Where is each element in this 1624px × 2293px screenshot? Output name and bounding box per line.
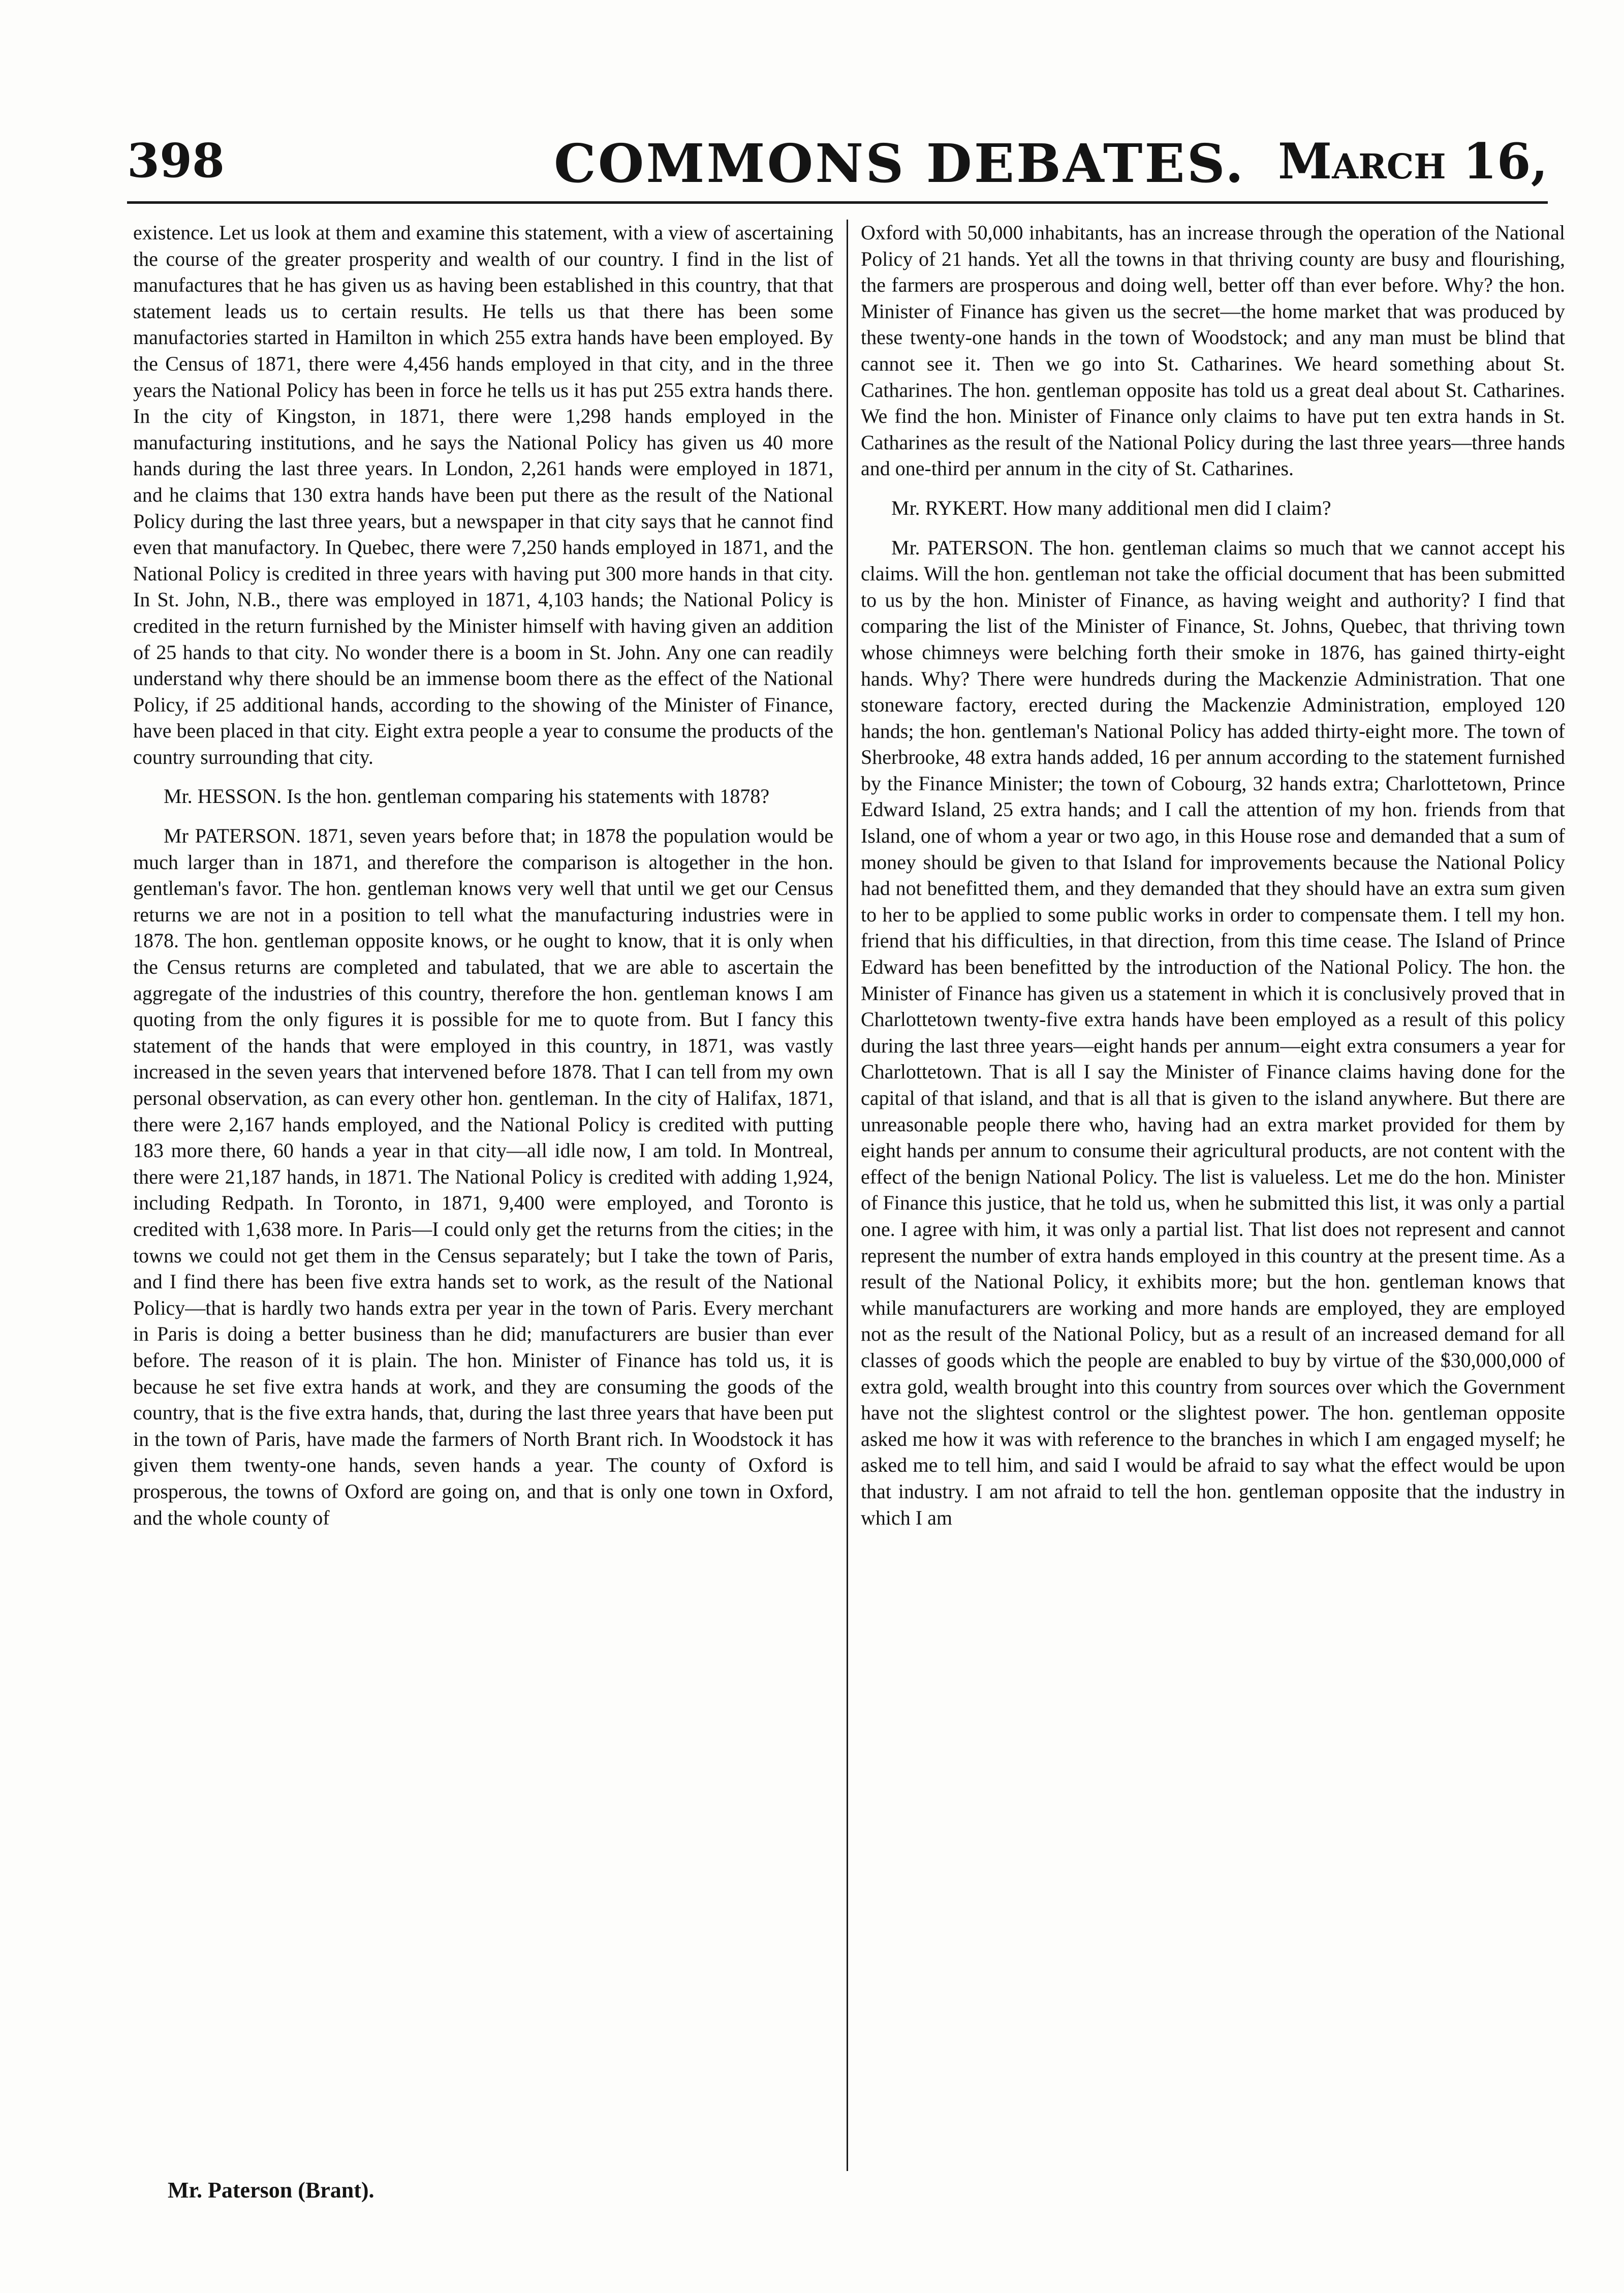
paragraph: existence. Let us look at them and examine this statement, with a view of ascertaining the course of the greater prosperity and wealth of our country. I find in the list of manufactures that he has given us as having been established in this country, that that statement leads us to certain results. He tells us that there has been some manufactories started in Hamilton in which 255 extra hands have been employed. By the Census of 1871, there were 4,456 hands employed in that city, and in the three years the National Policy has been in force he tells us it has put 255 extra hands there. In the city of Kingston, in 1871, there were 1,298 hands employed in the manufacturing institutions, and he says the National Policy has given us 40 more hands during the last three years. In London, 2,261 hands were employed in 1871, and he claims that 130 extra hands have been put there as the result of the National Policy during the last three years, but a newspaper in that city says that he cannot find even that manufactory. In Quebec, there were 7,250 hands employed in 1871, and the National Policy is credited in three years with having put 300 more hands in that city. In St. John, N.B., there was employed in 1871, 4,103 hands; the National Policy is credited in the return furnished by the Minister himself with having given an addition of 25 hands to that city. No wonder there is a boom in St. John. Any one can readily understand why there should be an immense boom there as the effect of the National Policy, if 25 additional hands, according to the showing of the Minister of Finance, have been placed in that city. Eight extra people a year to consume the products of the country surrounding that city. [133, 221, 833, 768]
paragraph: Mr. HESSON. Is the hon. gentleman comparing his statements with 1878? [164, 785, 770, 808]
left-column [133, 220, 833, 2168]
header-rule [127, 201, 1548, 204]
page-title: COMMONS DEBATES. [554, 132, 1246, 195]
paragraph: Oxford with 50,000 inhabitants, has an increase through the operation of the National Policy of 21 hands. Yet all the towns in that thriving county are busy and flourishing, the farmers are prosperous and doing well, better off than ever before. Why? the hon. Minister of Finance has given us the secret—the home market that was produced by these twenty-one hands in the town of Woodstock; and any man must be blind that cannot see it. Then we go into St. Catharines. We heard something about St. Catharines. The hon. gentleman opposite has told us a great deal about St. Catharines. We find the hon. Minister of Finance only claims to have put ten extra hands in St. Catharines as the result of the National Policy during the last three years—three hands and one-third per annum in the city of St. Catharines. [861, 221, 1565, 480]
footer-speaker: Mr. Paterson (Brant). [168, 2178, 374, 2203]
page-date: March 16, [1278, 133, 1548, 190]
page-number: 398 [127, 133, 225, 188]
paragraph: Mr. RYKERT. How many additional men did I claim? [891, 496, 1331, 519]
right-column [861, 220, 1565, 2168]
column-divider [847, 220, 848, 2171]
paragraph: Mr. PATERSON. The hon. gentleman claims so much that we cannot accept his claims. Will the hon. gentleman not take the official document that has been submitted to us by the hon. Minister of Finance, as having weight and authority? I find that comparing the list of the Minister of Finance, St. Johns, Quebec, that thriving town whose chimneys were belching forth their smoke in 1876, has gained thirty-eight hands. Why? There were hundreds during the Mackenzie Administration. That one stoneware factory, erected during the Mackenzie Administration, employed 120 hands; the hon. gentleman's National Policy has added thirty-eight more. The town of Sherbrooke, 48 extra hands added, 16 per annum according to the statement furnished by the Finance Minister; the town of Cobourg, 32 hands extra; Charlottetown, Prince Edward Island, 25 extra hands; and I call the attention of my hon. friends from that Island, one of whom a year or two ago, in this House rose and demanded that a sum of money should be given to that Island for improvements because the National Policy had not benefitted them, and they demanded that they should have an extra sum given to her to be applied to some public works in order to compensate them. I tell my hon. friend that his difficulties, in that direction, from this time cease. The Island of Prince Edward has been benefitted by the introduction of the National Policy. The hon. the Minister of Finance has given us a statement in which it is conclusively proved that in Charlottetown twenty-five extra hands have been employed as a result of this policy during the last three years—eight hands per annum—eight extra consumers a year for Charlottetown. That is all I say the Minister of Finance claims having done for the capital of that island, and that is all that is given to the island anywhere. But there are unreasonable people there who, having had an extra market provided for them by eight hands per annum to consume their agricultural products, are not content with the effect of the benign National Policy. The list is valueless. Let me do the hon. Minister of Finance this justice, that he told us, when he submitted this list, it was only a partial one. I agree with him, it was only a partial list. That list does not represent and cannot represent the number of extra hands employed in this country at the present time. As a result of the National Policy, it exhibits more; but the hon. gentleman knows that while manufacturers are working and more hands are employed, they are employed not as the result of the National Policy, but as a result of an increased demand for all classes of goods which the people are enabled to buy by virtue of the $30,000,000 of extra gold, wealth brought into this country from sources over which the Government have not the slightest control or the slightest power. The hon. gentleman opposite asked me how it was with reference to the branches in which I am engaged myself; he asked me to tell him, and said I would be afraid to say what the effect would be upon that industry. I am not afraid to tell the hon. gentleman opposite that the industry in which I am [861, 536, 1565, 1529]
paragraph: Mr PATERSON. 1871, seven years before that; in 1878 the population would be much larger than in 1871, and therefore the comparison is altogether in the hon. gentleman's favor. The hon. gentleman knows very well that until we get our Census returns we are not in a position to tell what the manufacturing industries were in 1878. The hon. gentleman opposite knows, or he ought to know, that it is only when the Census returns are completed and tabulated, that we are able to ascertain the aggregate of the industries of this country, therefore the hon. gentleman knows I am quoting from the only figures it is possible for me to quote from. But I fancy this statement of the hands that were employed in this country, in 1871, was vastly increased in the seven years that intervened before 1878. That I can tell from my own personal observation, as can every other hon. gentleman. In the city of Halifax, 1871, there were 2,167 hands employed, and the National Policy is credited with putting 183 more there, 60 hands a year in that city—all idle now, I am told. In Montreal, there were 21,187 hands, in 1871. The National Policy is credited with adding 1,924, including Redpath. In Toronto, in 1871, 9,400 were employed, and Toronto is credited with 1,638 more. In Paris—I could only get the returns from the cities; in the towns we could not get them in the Census separately; but I take the town of Paris, and I find there has been five extra hands set to work, as the result of the National Policy—that is hardly two hands extra per year in the town of Paris. Every merchant in Paris is doing a better business than he did; manufacturers are busier than ever before. The reason of it is plain. The hon. Minister of Finance has told us, it is because he set five extra hands at work, and they are consuming the goods of the country, that is the five extra hands, that, during the last three years that have been put in the town of Paris, have made the farmers of North Brant rich. In Woodstock it has given them twenty-one hands, seven hands a year. The county of Oxford is prosperous, the towns of Oxford are going on, and that is only one town in Oxford, and the whole county of [133, 824, 833, 1529]
